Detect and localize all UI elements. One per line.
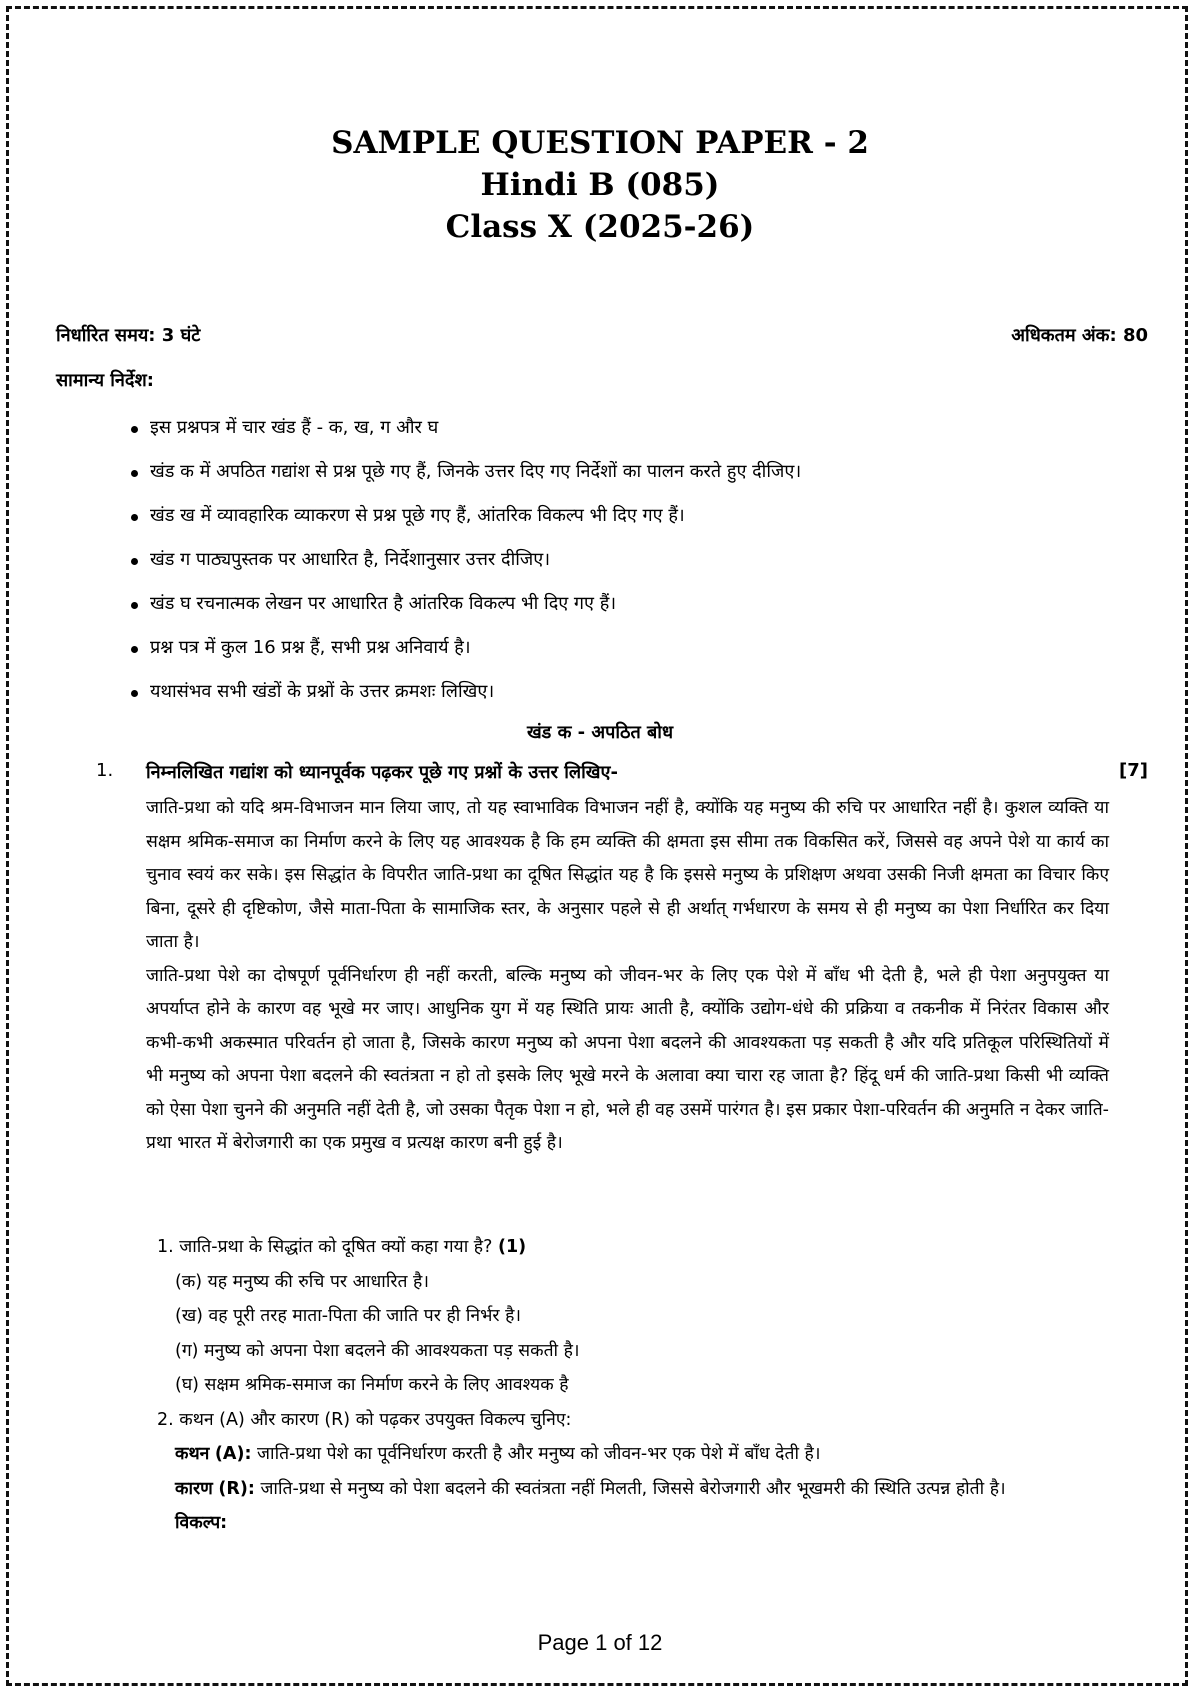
instruction-item: खंड ख में व्यावहारिक व्याकरण से प्रश्न पूछे गए हैं, आंतरिक विकल्प भी दिए गए हैं। [150, 501, 801, 545]
instruction-item: खंड ग पाठ्यपुस्तक पर आधारित है, निर्देशानुसार उत्तर दीजिए। [150, 545, 801, 589]
option-ga: (ग) मनुष्य को अपना पेशा बदलने की आवश्यकता पड़ सकती है। [175, 1340, 580, 1361]
sub-question-2-text: 2. कथन (A) और कारण (R) को पढ़कर उपयुक्त विकल्प चुनिए: [157, 1409, 572, 1430]
instruction-item: खंड घ रचनात्मक लेखन पर आधारित है आंतरिक विकल्प भी दिए गए हैं। [150, 589, 801, 633]
assertion-text: जाति-प्रथा पेशे का पूर्वनिर्धारण करती है और मनुष्य को जीवन-भर एक पेशे में बाँध देती है। [257, 1444, 821, 1464]
section-title: खंड क - अपठित बोध [526, 722, 674, 743]
unseen-passage [146, 792, 1109, 1161]
reason-tag: (R): [218, 1478, 255, 1499]
sub-question-1-prompt: 1. जाति-प्रथा के सिद्धांत को दूषित क्यों कहा गया है? [157, 1237, 493, 1257]
time-allowed [56, 323, 200, 347]
max-marks [1011, 323, 1148, 347]
sub-question-1 [157, 1230, 1117, 1541]
assertion-tag: (A): [214, 1444, 252, 1464]
subject-code: Hindi B (085) [480, 167, 720, 203]
sub-question-1-text [157, 1230, 1117, 1265]
class-session: Class X (2025-26) [445, 209, 755, 245]
question-number: 1. [96, 760, 114, 781]
marks-value: 80 [1122, 325, 1148, 346]
paper-title: SAMPLE QUESTION PAPER - 2 [331, 125, 869, 161]
reason-text: जाति-प्रथा से मनुष्य को पेशा बदलने की स्वतंत्रता नहीं मिलती, जिससे बेरोजगारी और भूखमरी की स्थिति उत्पन्न होती है। [260, 1478, 1006, 1499]
paper-header [0, 122, 1200, 248]
time-value: 3 घंटे [161, 325, 201, 346]
instructions-list [150, 413, 801, 721]
sub-question-1-marks: (1) [497, 1237, 527, 1257]
option-ka: (क) यह मनुष्य की रुचि पर आधारित है। [175, 1271, 429, 1292]
option-kha: (ख) वह पूरी तरह माता-पिता की जाति पर ही निर्भर है। [175, 1306, 522, 1326]
instruction-item: खंड क में अपठित गद्यांश से प्रश्न पूछे गए हैं, जिनके उत्तर दिए गए निर्देशों का पालन करते हुए दीजिए। [150, 457, 801, 501]
question-text: निम्नलिखित गद्यांश को ध्यानपूर्वक पढ़कर पूछे गए प्रश्नों के उत्तर लिखिए- [146, 762, 618, 783]
instruction-item: यथासंभव सभी खंडों के प्रश्नों के उत्तर क्रमशः लिखिए। [150, 677, 801, 721]
assertion-label: कथन [175, 1444, 210, 1464]
assertion [157, 1437, 1117, 1472]
passage-paragraph-2: जाति-प्रथा पेशे का दोषपूर्ण पूर्वनिर्धारण ही नहीं करती, बल्कि मनुष्य को जीवन-भर के लिए एक पेशे में बाँध भी देती है, भले ही पेशा अनुपयुक्त या अपर्याप्त होने के कारण वह भूखे मर जाए। आधुनिक युग में यह स्थिति प्रायः आती है, क्योंकि उद्योग-धंधे की प्रक्रिया व तकनीक में निरंतर विकास और कभी-कभी अकस्मात परिवर्तन हो जाता है, जिसके कारण मनुष्य को अपना पेशा बदलने की आवश्यकता पड़ सकती है और यदि प्रतिकूल परिस्थितियों में भी मनुष्य को अपना पेशा बदलने की स्वतंत्रता न हो तो इसके लिए भूखे मरने के अलावा क्या चारा रह जाता है? हिंदू धर्म की जाति-प्रथा किसी भी व्यक्ति को ऐसा पेशा चुनने की अनुमति नहीं देती है, जो उसका पैतृक पेशा न हो, भले ही वह उसमें पारंगत है। इस प्रकार पेशा-परिवर्तन की अनुमति न देकर जाति-प्रथा भारत में बेरोजगारी का एक प्रमुख व प्रत्यक्ष कारण बनी हुई है। [146, 965, 1109, 1153]
instruction-item: प्रश्न पत्र में कुल 16 प्रश्न हैं, सभी प्रश्न अनिवार्य है। [150, 633, 801, 677]
passage-paragraph-1: जाति-प्रथा को यदि श्रम-विभाजन मान लिया जाए, तो यह स्वाभाविक विभाजन नहीं है, क्योंकि यह मनुष्य की रुचि पर आधारित नहीं है। कुशल व्यक्ति या सक्षम श्रमिक-समाज का निर्माण करने के लिए यह आवश्यक है कि हम व्यक्ति की क्षमता इस सीमा तक विकसित करें, जिससे वह अपने पेशे या कार्य का चुनाव स्वयं कर सके। इस सिद्धांत के विपरीत जाति-प्रथा का दूषित सिद्धांत यह है कि इससे मनुष्य के प्रशिक्षण अथवा उसकी निजी क्षमता का विचार किए बिना, दूसरे ही दृष्टिकोण, जैसे माता-पिता के सामाजिक स्तर, के अनुसार पहले से ही अर्थात् गर्भधारण के समय से ही मनुष्य का पेशा निर्धारित कर दिया जाता है। [146, 798, 1109, 952]
reason [157, 1472, 1117, 1507]
page-number: Page 1 of 12 [537, 1630, 663, 1655]
general-instructions-label: सामान्य निर्देश: [56, 370, 154, 391]
time-label: निर्धारित समय: [56, 325, 156, 346]
options-label: विकल्प: [175, 1513, 228, 1533]
instruction-item: इस प्रश्नपत्र में चार खंड हैं - क, ख, ग और घ [150, 413, 801, 457]
marks-label: अधिकतम अंक: [1011, 325, 1117, 346]
time-marks-row [56, 323, 1148, 347]
reason-label: कारण [175, 1478, 213, 1499]
option-gha: (घ) सक्षम श्रमिक-समाज का निर्माण करने के लिए आवश्यक है [175, 1375, 569, 1395]
question-marks: [7] [1119, 760, 1148, 781]
